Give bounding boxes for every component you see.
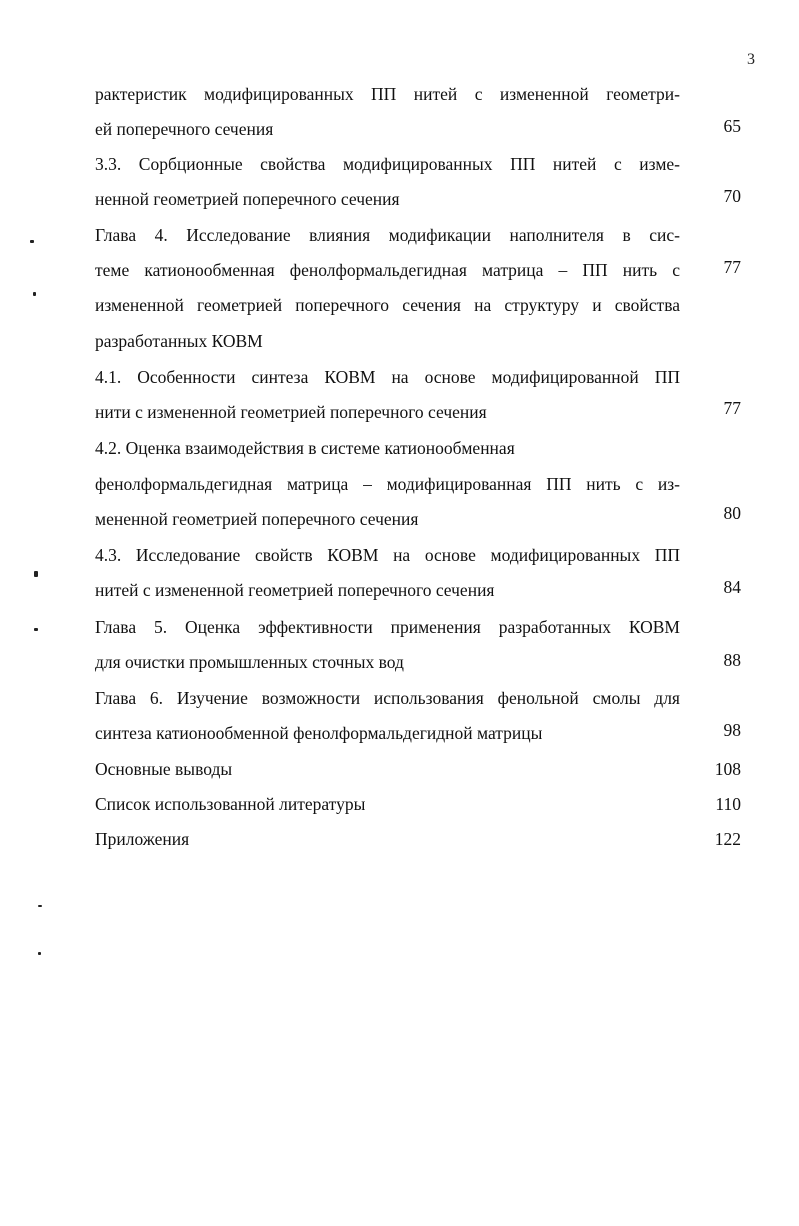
toc-entry-line: Глава 5. Оценка эффективности применения разработанных КОВМ [95, 617, 680, 637]
toc-entry-line: теме катионообменная фенолформальдегидная матрица – ПП нить с [95, 260, 680, 280]
page-number: 3 [747, 51, 755, 68]
toc-entry-line: Приложения [95, 829, 190, 849]
toc-page-number: 70 [723, 186, 741, 206]
toc-entry-line: Основные выводы [95, 759, 233, 779]
scan-speck [30, 240, 34, 243]
toc-page-number: 88 [723, 650, 741, 670]
toc-entry-line: Глава 4. Исследование влияния модификации наполнителя в сис- [95, 225, 680, 245]
toc-entry-line: фенолформальдегидная матрица – модифицированная ПП нить с из- [95, 474, 680, 494]
toc-entry-line: 4.1. Особенности синтеза КОВМ на основе модифицированной ПП [95, 367, 680, 387]
scan-speck [34, 628, 38, 631]
toc-page-number: 77 [723, 398, 741, 418]
toc-entry-line: 4.2. Оценка взаимодействия в системе катионообменная [95, 438, 515, 458]
toc-entry-line: 3.3. Сорбционные свойства модифицированных ПП нитей с изме- [95, 154, 680, 174]
toc-page-number: 65 [723, 116, 741, 136]
scan-speck [38, 905, 42, 907]
toc-page-number: 110 [715, 794, 741, 814]
toc-entry-line: Глава 6. Изучение возможности использования фенольной смолы для [95, 688, 680, 708]
toc-page-number: 108 [714, 759, 741, 779]
toc-entry-line: ненной геометрией поперечного сечения [95, 189, 400, 209]
scan-speck [33, 292, 36, 296]
toc-entry-line: разработанных КОВМ [95, 331, 263, 351]
toc-entry-line: мененной геометрией поперечного сечения [95, 509, 419, 529]
toc-entry-line: синтеза катионообменной фенолформальдегидной матрицы [95, 723, 543, 743]
toc-page-number: 122 [714, 829, 741, 849]
toc-entry-line: измененной геометрией поперечного сечения на структуру и свойства [95, 295, 680, 315]
toc-page-number: 98 [723, 720, 741, 740]
toc-entry-line: ей поперечного сечения [95, 119, 274, 139]
toc-page-number: 84 [723, 577, 741, 597]
toc-entry-line: нити с измененной геометрией поперечного сечения [95, 402, 487, 422]
toc-entry-line: для очистки промышленных сточных вод [95, 652, 404, 672]
scan-speck [34, 571, 38, 577]
toc-entry-line: 4.3. Исследование свойств КОВМ на основе модифицированных ПП [95, 545, 680, 565]
toc-page-number: 80 [723, 503, 741, 523]
scan-speck [38, 952, 41, 955]
toc-entry-line: Список использованной литературы [95, 794, 366, 814]
toc-entry-line: рактеристик модифицированных ПП нитей с измененной геометри- [95, 84, 680, 104]
toc-entry-line: нитей с измененной геометрией поперечного сечения [95, 580, 495, 600]
toc-page-number: 77 [723, 257, 741, 277]
